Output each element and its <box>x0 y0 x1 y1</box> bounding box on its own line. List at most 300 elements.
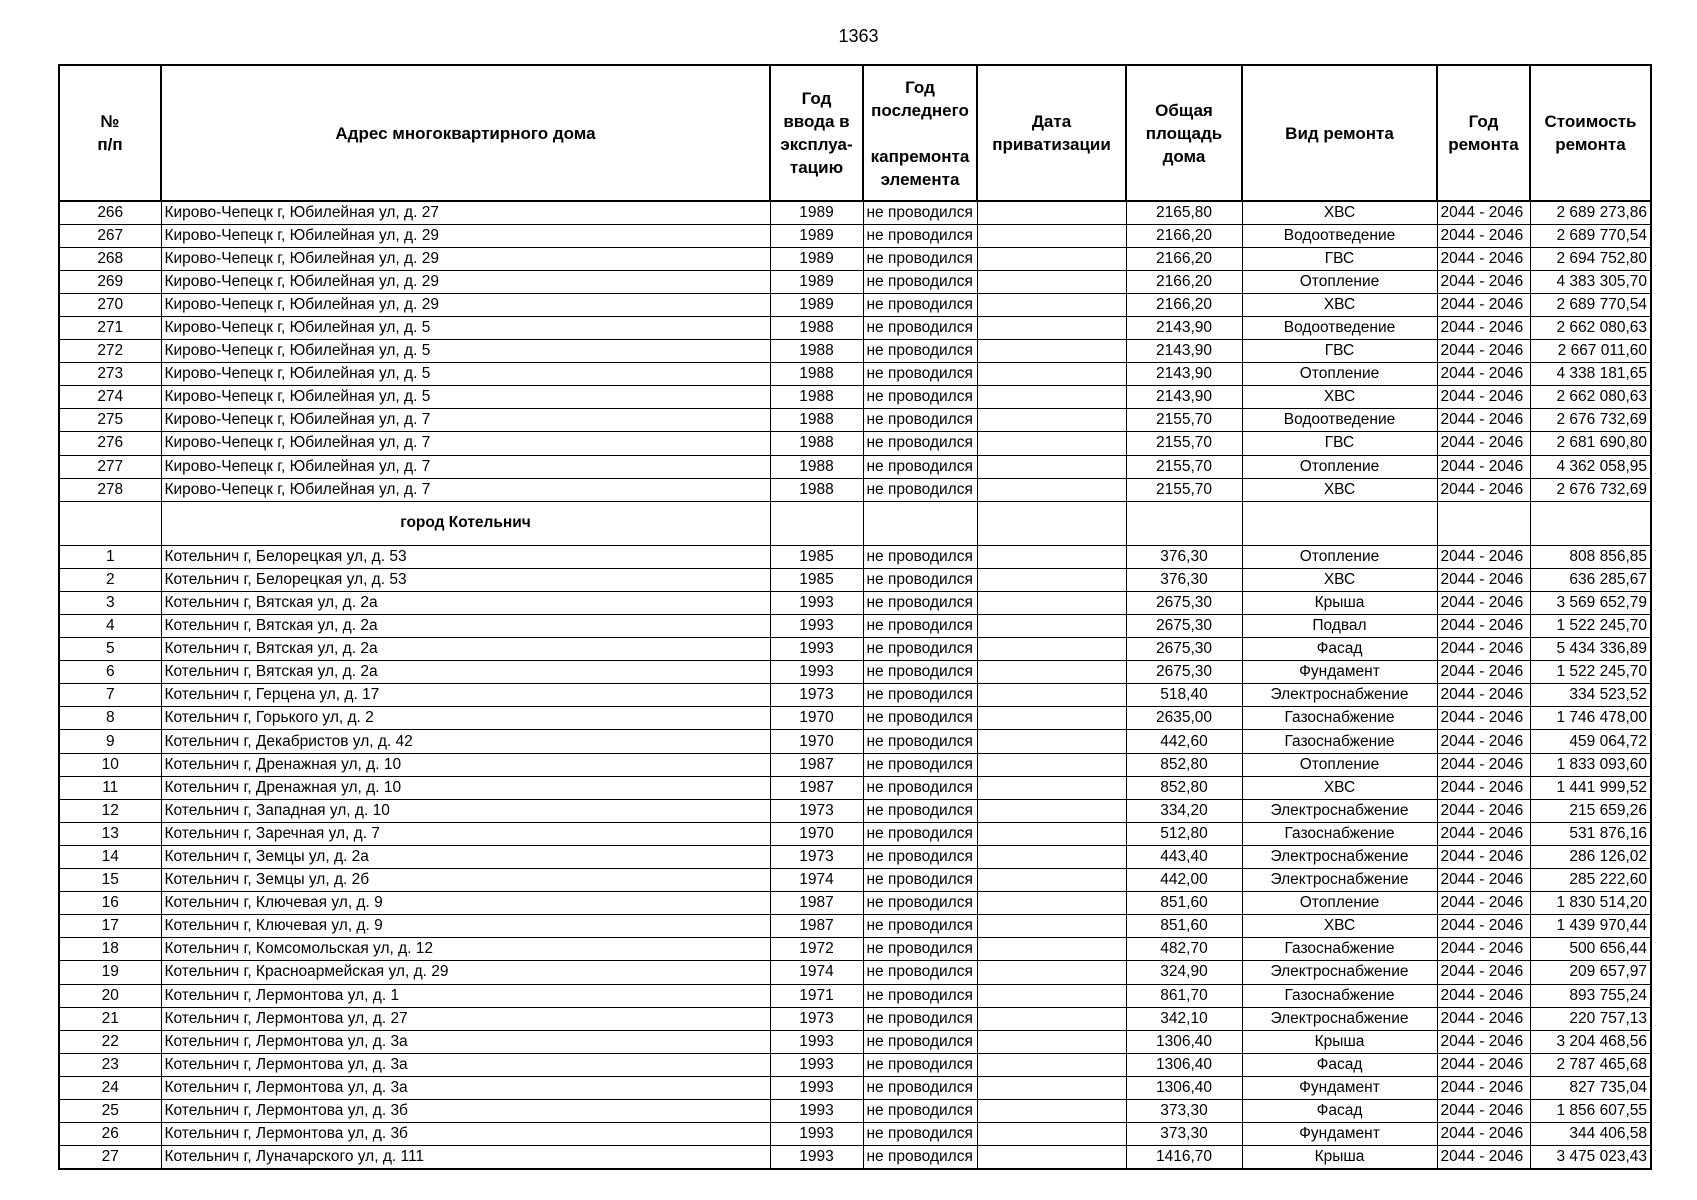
row-number: 15 <box>59 869 161 892</box>
row-year-built: 1993 <box>770 1053 863 1076</box>
row-year-built: 1970 <box>770 730 863 753</box>
row-number: 270 <box>59 293 161 316</box>
row-last-repair: не проводился <box>863 201 977 224</box>
section-empty-cell <box>977 501 1126 545</box>
row-address: Кирово-Чепецк г, Юбилейная ул, д. 29 <box>161 293 770 316</box>
row-area: 2166,20 <box>1126 293 1242 316</box>
row-repair-cost: 1 833 093,60 <box>1530 753 1651 776</box>
row-number: 276 <box>59 432 161 455</box>
row-area: 2675,30 <box>1126 661 1242 684</box>
row-privatization <box>977 845 1126 868</box>
row-last-repair: не проводился <box>863 247 977 270</box>
row-last-repair: не проводился <box>863 363 977 386</box>
table-row <box>59 386 1651 409</box>
row-repair-period: 2044 - 2046 <box>1437 869 1530 892</box>
row-address: Котельнич г, Ключевая ул, д. 9 <box>161 892 770 915</box>
row-last-repair: не проводился <box>863 822 977 845</box>
table-row <box>59 478 1651 501</box>
row-repair-cost: 4 338 181,65 <box>1530 363 1651 386</box>
section-empty-cell <box>1530 501 1651 545</box>
table-row <box>59 201 1651 224</box>
row-year-built: 1985 <box>770 545 863 568</box>
row-address: Котельнич г, Лермонтова ул, д. 3а <box>161 1053 770 1076</box>
table-row <box>59 1053 1651 1076</box>
row-area: 1416,70 <box>1126 1146 1242 1169</box>
row-repair-period: 2044 - 2046 <box>1437 386 1530 409</box>
row-area: 1306,40 <box>1126 1076 1242 1099</box>
row-last-repair: не проводился <box>863 892 977 915</box>
row-number: 268 <box>59 247 161 270</box>
row-year-built: 1988 <box>770 409 863 432</box>
row-area: 2155,70 <box>1126 478 1242 501</box>
row-repair-cost: 531 876,16 <box>1530 822 1651 845</box>
row-last-repair: не проводился <box>863 638 977 661</box>
row-privatization <box>977 293 1126 316</box>
table-row <box>59 615 1651 638</box>
row-repair-kind: Газоснабжение <box>1242 938 1437 961</box>
row-address: Котельнич г, Земцы ул, д. 2а <box>161 845 770 868</box>
row-last-repair: не проводился <box>863 938 977 961</box>
row-address: Котельнич г, Лермонтова ул, д. 1 <box>161 984 770 1007</box>
row-last-repair: не проводился <box>863 684 977 707</box>
section-row <box>59 501 1651 545</box>
row-repair-kind: Отопление <box>1242 545 1437 568</box>
row-privatization <box>977 201 1126 224</box>
row-number: 10 <box>59 753 161 776</box>
row-last-repair: не проводился <box>863 1030 977 1053</box>
row-repair-period: 2044 - 2046 <box>1437 1053 1530 1076</box>
row-repair-kind: Электроснабжение <box>1242 1007 1437 1030</box>
row-year-built: 1989 <box>770 201 863 224</box>
row-last-repair: не проводился <box>863 293 977 316</box>
row-last-repair: не проводился <box>863 730 977 753</box>
row-repair-period: 2044 - 2046 <box>1437 201 1530 224</box>
row-repair-cost: 827 735,04 <box>1530 1076 1651 1099</box>
row-repair-cost: 209 657,97 <box>1530 961 1651 984</box>
row-repair-period: 2044 - 2046 <box>1437 409 1530 432</box>
row-area: 334,20 <box>1126 799 1242 822</box>
row-area: 2155,70 <box>1126 432 1242 455</box>
row-year-built: 1988 <box>770 478 863 501</box>
row-repair-cost: 2 681 690,80 <box>1530 432 1651 455</box>
row-address: Котельнич г, Вятская ул, д. 2а <box>161 661 770 684</box>
table-row <box>59 545 1651 568</box>
row-address: Кирово-Чепецк г, Юбилейная ул, д. 29 <box>161 270 770 293</box>
row-year-built: 1973 <box>770 1007 863 1030</box>
row-number: 272 <box>59 340 161 363</box>
row-privatization <box>977 1053 1126 1076</box>
row-number: 8 <box>59 707 161 730</box>
table-row <box>59 568 1651 591</box>
row-area: 2143,90 <box>1126 363 1242 386</box>
row-number: 1 <box>59 545 161 568</box>
row-privatization <box>977 730 1126 753</box>
row-number: 24 <box>59 1076 161 1099</box>
table-row <box>59 1146 1651 1169</box>
section-empty-cell <box>59 501 161 545</box>
row-repair-kind: Водоотведение <box>1242 316 1437 339</box>
table-row <box>59 270 1651 293</box>
row-privatization <box>977 1030 1126 1053</box>
row-area: 376,30 <box>1126 545 1242 568</box>
row-repair-period: 2044 - 2046 <box>1437 845 1530 868</box>
row-area: 2143,90 <box>1126 340 1242 363</box>
row-address: Котельнич г, Дренажная ул, д. 10 <box>161 753 770 776</box>
row-year-built: 1970 <box>770 707 863 730</box>
row-repair-kind: ГВС <box>1242 247 1437 270</box>
row-repair-kind: ХВС <box>1242 478 1437 501</box>
row-last-repair: не проводился <box>863 455 977 478</box>
row-year-built: 1987 <box>770 892 863 915</box>
row-year-built: 1993 <box>770 1123 863 1146</box>
row-privatization <box>977 224 1126 247</box>
row-privatization <box>977 822 1126 845</box>
row-year-built: 1993 <box>770 638 863 661</box>
row-area: 373,30 <box>1126 1123 1242 1146</box>
row-last-repair: не проводился <box>863 591 977 614</box>
row-number: 267 <box>59 224 161 247</box>
row-privatization <box>977 455 1126 478</box>
row-number: 25 <box>59 1099 161 1122</box>
row-repair-period: 2044 - 2046 <box>1437 293 1530 316</box>
row-repair-cost: 2 662 080,63 <box>1530 386 1651 409</box>
row-repair-period: 2044 - 2046 <box>1437 615 1530 638</box>
section-empty-cell <box>863 501 977 545</box>
row-address: Котельнич г, Ключевая ул, д. 9 <box>161 915 770 938</box>
row-area: 2675,30 <box>1126 615 1242 638</box>
row-last-repair: не проводился <box>863 707 977 730</box>
row-repair-kind: Газоснабжение <box>1242 822 1437 845</box>
header-repair-cost: Стоимость ремонта <box>1530 65 1651 201</box>
row-number: 21 <box>59 1007 161 1030</box>
row-repair-cost: 1 856 607,55 <box>1530 1099 1651 1122</box>
row-repair-period: 2044 - 2046 <box>1437 984 1530 1007</box>
row-privatization <box>977 892 1126 915</box>
table-row <box>59 845 1651 868</box>
table-row <box>59 984 1651 1007</box>
row-repair-cost: 1 830 514,20 <box>1530 892 1651 915</box>
row-last-repair: не проводился <box>863 915 977 938</box>
row-address: Котельнич г, Вятская ул, д. 2а <box>161 591 770 614</box>
row-area: 376,30 <box>1126 568 1242 591</box>
row-privatization <box>977 938 1126 961</box>
row-repair-period: 2044 - 2046 <box>1437 432 1530 455</box>
row-address: Кирово-Чепецк г, Юбилейная ул, д. 7 <box>161 409 770 432</box>
row-number: 11 <box>59 776 161 799</box>
row-repair-kind: ГВС <box>1242 340 1437 363</box>
row-last-repair: не проводился <box>863 845 977 868</box>
row-year-built: 1988 <box>770 363 863 386</box>
table-row <box>59 799 1651 822</box>
row-number: 277 <box>59 455 161 478</box>
row-area: 2155,70 <box>1126 409 1242 432</box>
row-number: 3 <box>59 591 161 614</box>
row-address: Кирово-Чепецк г, Юбилейная ул, д. 7 <box>161 478 770 501</box>
row-repair-kind: Электроснабжение <box>1242 961 1437 984</box>
row-number: 20 <box>59 984 161 1007</box>
row-address: Котельнич г, Белорецкая ул, д. 53 <box>161 545 770 568</box>
section-empty-cell <box>1242 501 1437 545</box>
row-year-built: 1973 <box>770 799 863 822</box>
table-row <box>59 684 1651 707</box>
row-last-repair: не проводился <box>863 869 977 892</box>
row-repair-kind: Фундамент <box>1242 661 1437 684</box>
row-last-repair: не проводился <box>863 270 977 293</box>
row-repair-period: 2044 - 2046 <box>1437 1007 1530 1030</box>
row-repair-cost: 2 662 080,63 <box>1530 316 1651 339</box>
row-area: 443,40 <box>1126 845 1242 868</box>
row-address: Котельнич г, Герцена ул, д. 17 <box>161 684 770 707</box>
row-repair-period: 2044 - 2046 <box>1437 776 1530 799</box>
row-number: 23 <box>59 1053 161 1076</box>
table-row <box>59 938 1651 961</box>
row-last-repair: не проводился <box>863 1053 977 1076</box>
row-address: Котельнич г, Лермонтова ул, д. 3б <box>161 1123 770 1146</box>
row-last-repair: не проводился <box>863 316 977 339</box>
row-area: 512,80 <box>1126 822 1242 845</box>
row-repair-cost: 1 441 999,52 <box>1530 776 1651 799</box>
row-number: 18 <box>59 938 161 961</box>
row-repair-kind: Фасад <box>1242 638 1437 661</box>
row-address: Котельнич г, Вятская ул, д. 2а <box>161 615 770 638</box>
row-last-repair: не проводился <box>863 984 977 1007</box>
row-repair-cost: 2 787 465,68 <box>1530 1053 1651 1076</box>
row-repair-period: 2044 - 2046 <box>1437 915 1530 938</box>
row-repair-kind: Отопление <box>1242 455 1437 478</box>
row-number: 271 <box>59 316 161 339</box>
row-last-repair: не проводился <box>863 615 977 638</box>
header-year-built: Год ввода в эксплуа- тацию <box>770 65 863 201</box>
row-year-built: 1993 <box>770 1076 863 1099</box>
row-repair-kind: Электроснабжение <box>1242 684 1437 707</box>
table-row <box>59 1007 1651 1030</box>
row-repair-cost: 893 755,24 <box>1530 984 1651 1007</box>
row-year-built: 1989 <box>770 247 863 270</box>
table-row <box>59 707 1651 730</box>
row-address: Котельнич г, Лермонтова ул, д. 3а <box>161 1030 770 1053</box>
row-repair-period: 2044 - 2046 <box>1437 730 1530 753</box>
table-row <box>59 915 1651 938</box>
table-body <box>59 201 1651 1169</box>
row-repair-period: 2044 - 2046 <box>1437 270 1530 293</box>
row-privatization <box>977 1146 1126 1169</box>
row-last-repair: не проводился <box>863 753 977 776</box>
row-privatization <box>977 432 1126 455</box>
row-last-repair: не проводился <box>863 1076 977 1099</box>
table-row <box>59 869 1651 892</box>
row-repair-period: 2044 - 2046 <box>1437 478 1530 501</box>
row-address: Кирово-Чепецк г, Юбилейная ул, д. 29 <box>161 224 770 247</box>
row-privatization <box>977 247 1126 270</box>
row-address: Кирово-Чепецк г, Юбилейная ул, д. 7 <box>161 455 770 478</box>
row-year-built: 1987 <box>770 776 863 799</box>
row-area: 342,10 <box>1126 1007 1242 1030</box>
table-row <box>59 1076 1651 1099</box>
row-number: 12 <box>59 799 161 822</box>
row-address: Котельнич г, Дренажная ул, д. 10 <box>161 776 770 799</box>
row-privatization <box>977 568 1126 591</box>
table-row <box>59 591 1651 614</box>
row-number: 278 <box>59 478 161 501</box>
row-address: Котельнич г, Лермонтова ул, д. 3б <box>161 1099 770 1122</box>
row-area: 852,80 <box>1126 753 1242 776</box>
row-number: 17 <box>59 915 161 938</box>
row-year-built: 1988 <box>770 455 863 478</box>
row-number: 266 <box>59 201 161 224</box>
row-year-built: 1988 <box>770 316 863 339</box>
row-repair-kind: Электроснабжение <box>1242 799 1437 822</box>
row-last-repair: не проводился <box>863 409 977 432</box>
row-repair-kind: ГВС <box>1242 432 1437 455</box>
table-row <box>59 822 1651 845</box>
row-repair-period: 2044 - 2046 <box>1437 661 1530 684</box>
row-number: 27 <box>59 1146 161 1169</box>
row-area: 851,60 <box>1126 915 1242 938</box>
header-address: Адрес многоквартирного дома <box>161 65 770 201</box>
row-repair-cost: 636 285,67 <box>1530 568 1651 591</box>
page-number: 1363 <box>838 26 879 46</box>
row-repair-cost: 1 439 970,44 <box>1530 915 1651 938</box>
row-repair-kind: Фундамент <box>1242 1076 1437 1099</box>
row-area: 1306,40 <box>1126 1030 1242 1053</box>
row-number: 6 <box>59 661 161 684</box>
row-number: 269 <box>59 270 161 293</box>
table-row <box>59 961 1651 984</box>
row-last-repair: не проводился <box>863 799 977 822</box>
row-repair-cost: 5 434 336,89 <box>1530 638 1651 661</box>
row-year-built: 1970 <box>770 822 863 845</box>
row-repair-kind: Крыша <box>1242 1146 1437 1169</box>
table-row <box>59 892 1651 915</box>
row-year-built: 1973 <box>770 845 863 868</box>
row-number: 26 <box>59 1123 161 1146</box>
row-year-built: 1987 <box>770 753 863 776</box>
row-repair-kind: Крыша <box>1242 1030 1437 1053</box>
row-repair-cost: 500 656,44 <box>1530 938 1651 961</box>
header-repair-kind: Вид ремонта <box>1242 65 1437 201</box>
row-repair-cost: 459 064,72 <box>1530 730 1651 753</box>
row-privatization <box>977 270 1126 293</box>
row-privatization <box>977 340 1126 363</box>
row-year-built: 1993 <box>770 1030 863 1053</box>
row-privatization <box>977 984 1126 1007</box>
row-address: Кирово-Чепецк г, Юбилейная ул, д. 7 <box>161 432 770 455</box>
row-number: 4 <box>59 615 161 638</box>
row-repair-cost: 285 222,60 <box>1530 869 1651 892</box>
row-privatization <box>977 1099 1126 1122</box>
row-privatization <box>977 363 1126 386</box>
row-privatization <box>977 1076 1126 1099</box>
row-number: 273 <box>59 363 161 386</box>
row-last-repair: не проводился <box>863 661 977 684</box>
row-privatization <box>977 316 1126 339</box>
row-repair-cost: 215 659,26 <box>1530 799 1651 822</box>
row-area: 1306,40 <box>1126 1053 1242 1076</box>
table-row <box>59 247 1651 270</box>
header-row <box>59 65 1651 201</box>
row-repair-period: 2044 - 2046 <box>1437 892 1530 915</box>
row-repair-period: 2044 - 2046 <box>1437 455 1530 478</box>
row-year-built: 1974 <box>770 869 863 892</box>
row-year-built: 1988 <box>770 340 863 363</box>
row-last-repair: не проводился <box>863 568 977 591</box>
row-repair-kind: Крыша <box>1242 591 1437 614</box>
row-year-built: 1973 <box>770 684 863 707</box>
table-row <box>59 1123 1651 1146</box>
row-area: 2143,90 <box>1126 316 1242 339</box>
row-repair-cost: 2 676 732,69 <box>1530 478 1651 501</box>
table-row <box>59 455 1651 478</box>
row-repair-period: 2044 - 2046 <box>1437 1030 1530 1053</box>
row-address: Котельнич г, Западная ул, д. 10 <box>161 799 770 822</box>
row-area: 2143,90 <box>1126 386 1242 409</box>
row-repair-kind: Водоотведение <box>1242 409 1437 432</box>
row-repair-cost: 3 475 023,43 <box>1530 1146 1651 1169</box>
row-repair-kind: Подвал <box>1242 615 1437 638</box>
repair-registry-table <box>58 64 1652 1170</box>
row-address: Котельнич г, Белорецкая ул, д. 53 <box>161 568 770 591</box>
row-area: 2155,70 <box>1126 455 1242 478</box>
row-privatization <box>977 869 1126 892</box>
row-repair-kind: Фасад <box>1242 1053 1437 1076</box>
row-repair-cost: 2 689 770,54 <box>1530 293 1651 316</box>
row-repair-kind: Газоснабжение <box>1242 707 1437 730</box>
row-repair-kind: ХВС <box>1242 201 1437 224</box>
row-area: 442,60 <box>1126 730 1242 753</box>
row-repair-kind: ХВС <box>1242 915 1437 938</box>
row-repair-kind: ХВС <box>1242 568 1437 591</box>
row-repair-period: 2044 - 2046 <box>1437 224 1530 247</box>
row-repair-kind: Фасад <box>1242 1099 1437 1122</box>
row-address: Кирово-Чепецк г, Юбилейная ул, д. 5 <box>161 363 770 386</box>
row-repair-period: 2044 - 2046 <box>1437 707 1530 730</box>
header-last-repair: Год последнего капремонта элемента <box>863 65 977 201</box>
table-row <box>59 293 1651 316</box>
row-repair-kind: Водоотведение <box>1242 224 1437 247</box>
row-address: Котельнич г, Красноармейская ул, д. 29 <box>161 961 770 984</box>
row-number: 5 <box>59 638 161 661</box>
row-repair-kind: Газоснабжение <box>1242 730 1437 753</box>
row-repair-kind: Отопление <box>1242 363 1437 386</box>
row-address: Кирово-Чепецк г, Юбилейная ул, д. 27 <box>161 201 770 224</box>
row-area: 852,80 <box>1126 776 1242 799</box>
row-address: Кирово-Чепецк г, Юбилейная ул, д. 5 <box>161 386 770 409</box>
row-year-built: 1989 <box>770 293 863 316</box>
row-number: 2 <box>59 568 161 591</box>
row-repair-cost: 2 676 732,69 <box>1530 409 1651 432</box>
row-number: 7 <box>59 684 161 707</box>
row-number: 274 <box>59 386 161 409</box>
row-last-repair: не проводился <box>863 1146 977 1169</box>
row-repair-period: 2044 - 2046 <box>1437 799 1530 822</box>
row-year-built: 1989 <box>770 270 863 293</box>
row-repair-period: 2044 - 2046 <box>1437 638 1530 661</box>
row-year-built: 1988 <box>770 432 863 455</box>
row-last-repair: не проводился <box>863 340 977 363</box>
row-address: Котельнич г, Горького ул, д. 2 <box>161 707 770 730</box>
row-number: 22 <box>59 1030 161 1053</box>
row-privatization <box>977 545 1126 568</box>
row-repair-cost: 2 694 752,80 <box>1530 247 1651 270</box>
table-row <box>59 1099 1651 1122</box>
row-privatization <box>977 591 1126 614</box>
row-repair-period: 2044 - 2046 <box>1437 340 1530 363</box>
table-row <box>59 661 1651 684</box>
row-privatization <box>977 753 1126 776</box>
row-privatization <box>977 409 1126 432</box>
row-last-repair: не проводился <box>863 545 977 568</box>
row-area: 2166,20 <box>1126 224 1242 247</box>
